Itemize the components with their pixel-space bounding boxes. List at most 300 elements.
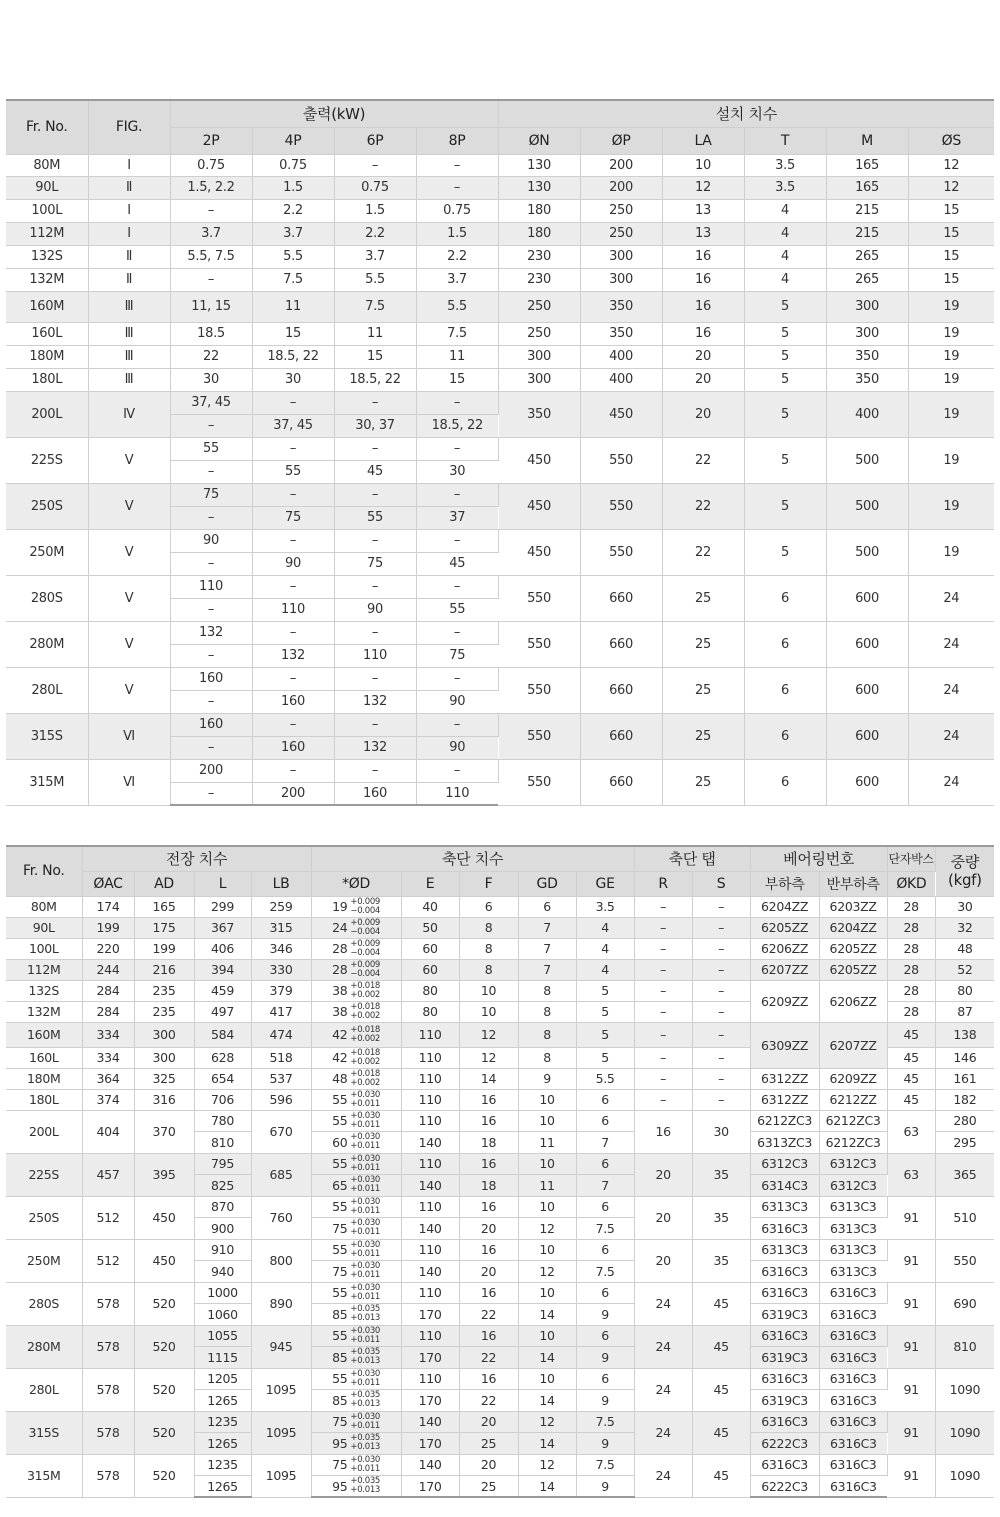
- shaft-diameter-value: 24: [332, 920, 348, 935]
- frame-cell: 160M: [6, 291, 88, 322]
- fig-cell: Ⅵ: [88, 759, 170, 805]
- kd-cell: 91: [887, 1368, 935, 1411]
- tolerance-lower: +0.013: [350, 1442, 381, 1453]
- header-install: 설치 치수: [498, 100, 994, 127]
- dim-cell: 19: [908, 368, 994, 391]
- frame-cell: 132S: [6, 980, 82, 1001]
- dim-cell: 400: [580, 345, 662, 368]
- tolerance-upper: +0.018: [350, 1024, 381, 1035]
- output-cell: 55: [170, 437, 252, 460]
- dim-cell: 350: [826, 368, 908, 391]
- dim-cell: 19: [908, 291, 994, 322]
- e-cell: 170: [401, 1433, 459, 1455]
- lb-cell: 670: [251, 1110, 311, 1153]
- tap-s-cell: 35: [692, 1239, 750, 1282]
- dim-cell: 230: [498, 245, 580, 268]
- output-cell: 3.7: [334, 245, 416, 268]
- lb-cell: 1095: [251, 1368, 311, 1411]
- table-row: [6, 1110, 994, 1132]
- tap-r-cell: 24: [634, 1325, 692, 1368]
- dim-cell: 20: [662, 345, 744, 368]
- dim-cell: 230: [498, 268, 580, 291]
- weight-cell: 280: [935, 1110, 994, 1132]
- output-cell: 30, 37: [334, 414, 416, 437]
- tolerance-lower: +0.011: [350, 1420, 381, 1431]
- gd-cell: 8: [518, 1022, 576, 1047]
- ad-cell: 520: [134, 1411, 194, 1454]
- table-row: [6, 245, 994, 268]
- bearing-nonload-cell: 6316C3: [819, 1325, 887, 1347]
- f-cell: 8: [459, 917, 518, 938]
- kd-cell: 28: [887, 917, 935, 938]
- table-row: [6, 268, 994, 291]
- tolerance: [350, 1091, 380, 1109]
- f-cell: 16: [459, 1089, 518, 1110]
- shaft-diameter-value: 60: [332, 1134, 348, 1150]
- tolerance-upper: +0.009: [350, 917, 381, 928]
- frame-cell: 180M: [6, 1068, 82, 1089]
- bearing-load-cell: 6313C3: [750, 1196, 819, 1218]
- output-cell: –: [252, 667, 334, 690]
- dim-cell: 20: [662, 368, 744, 391]
- output-cell: –: [170, 690, 252, 713]
- ac-cell: 512: [82, 1239, 134, 1282]
- f-cell: 16: [459, 1153, 518, 1175]
- tap-r-cell: 24: [634, 1368, 692, 1411]
- kd-cell: 63: [887, 1110, 935, 1153]
- l-cell: 497: [194, 1001, 251, 1022]
- dim-cell: 16: [662, 291, 744, 322]
- header-pole: 6P: [334, 127, 416, 154]
- output-cell: –: [170, 782, 252, 805]
- weight-cell: 161: [935, 1068, 994, 1089]
- ge-cell: 7.5: [576, 1261, 634, 1283]
- f-cell: 18: [459, 1132, 518, 1154]
- dim-cell: 22: [662, 483, 744, 529]
- dim-cell: 24: [908, 713, 994, 759]
- dim-cell: 15: [908, 268, 994, 291]
- dim-cell: 6: [744, 667, 826, 713]
- dim-cell: 5: [744, 483, 826, 529]
- dim-cell: 12: [662, 176, 744, 199]
- output-cell: –: [416, 759, 498, 782]
- tolerance-upper: +0.035: [350, 1476, 381, 1486]
- ac-cell: 284: [82, 980, 134, 1001]
- lb-cell: 1095: [251, 1454, 311, 1497]
- weight-cell: 138: [935, 1022, 994, 1047]
- output-cell: –: [416, 437, 498, 460]
- bearing-load-cell: 6205ZZ: [750, 917, 819, 938]
- output-cell: 7.5: [252, 268, 334, 291]
- output-cell: –: [252, 713, 334, 736]
- fig-cell: Ⅱ: [88, 268, 170, 291]
- shaft-diameter-value: 75: [332, 1220, 348, 1236]
- tolerance-lower: +0.011: [350, 1270, 381, 1281]
- e-cell: 110: [401, 1047, 459, 1068]
- gd-cell: 14: [518, 1433, 576, 1455]
- table-row: [6, 575, 994, 598]
- bearing-load-cell: 6206ZZ: [750, 938, 819, 959]
- output-cell: 3.7: [170, 222, 252, 245]
- output-cell: 75: [252, 506, 334, 529]
- shaft-diameter-value: 55: [332, 1242, 348, 1258]
- fig-cell: Ⅰ: [88, 222, 170, 245]
- output-cell: 7.5: [416, 322, 498, 345]
- dim-cell: 22: [662, 437, 744, 483]
- shaft-diameter-cell: [311, 959, 401, 980]
- shaft-diameter-cell: [311, 1047, 401, 1068]
- fig-cell: Ⅲ: [88, 368, 170, 391]
- ad-cell: 165: [134, 896, 194, 917]
- shaft-diameter-value: 75: [332, 1457, 348, 1473]
- output-cell: –: [252, 391, 334, 414]
- kd-cell: 91: [887, 1282, 935, 1325]
- ad-cell: 325: [134, 1068, 194, 1089]
- ge-cell: 9: [576, 1476, 634, 1498]
- shaft-diameter-value: 75: [332, 1263, 348, 1279]
- lb-cell: 800: [251, 1239, 311, 1282]
- output-cell: 18.5, 22: [416, 414, 498, 437]
- dim-cell: 300: [580, 245, 662, 268]
- table-row: [6, 621, 994, 644]
- frame-cell: 280M: [6, 1325, 82, 1368]
- dim-cell: 400: [580, 368, 662, 391]
- lb-cell: 945: [251, 1325, 311, 1368]
- table-row: [6, 1068, 994, 1089]
- fig-cell: Ⅴ: [88, 529, 170, 575]
- dim-cell: 400: [826, 391, 908, 437]
- output-cell: –: [416, 154, 498, 176]
- f-cell: 10: [459, 1001, 518, 1022]
- bearing-load-cell: 6313C3: [750, 1239, 819, 1261]
- shaft-diameter-value: 95: [332, 1478, 348, 1494]
- ad-cell: 395: [134, 1153, 194, 1196]
- tap-s-cell: 35: [692, 1153, 750, 1196]
- tolerance-lower: +0.013: [350, 1485, 381, 1495]
- weight-label: 중량: [950, 853, 980, 872]
- frame-cell: 280S: [6, 1282, 82, 1325]
- tolerance-lower: +0.011: [350, 1162, 381, 1173]
- tolerance-upper: +0.030: [350, 1282, 381, 1293]
- ac-cell: 364: [82, 1068, 134, 1089]
- output-cell: 75: [416, 644, 498, 667]
- gd-cell: 7: [518, 917, 576, 938]
- ge-cell: 7.5: [576, 1454, 634, 1476]
- tolerance-upper: +0.030: [350, 1368, 381, 1379]
- output-cell: –: [170, 598, 252, 621]
- e-cell: 110: [401, 1068, 459, 1089]
- tolerance-upper: +0.030: [350, 1132, 381, 1143]
- ge-cell: 6: [576, 1282, 634, 1304]
- tolerance: [350, 982, 380, 1000]
- frame-cell: 80M: [6, 896, 82, 917]
- tolerance-lower: +0.011: [350, 1205, 381, 1216]
- frame-cell: 200L: [6, 391, 88, 437]
- output-cell: 55: [334, 506, 416, 529]
- shaft-diameter-value: 42: [332, 1050, 348, 1065]
- dim-cell: 5: [744, 437, 826, 483]
- tolerance-upper: +0.018: [350, 1068, 381, 1079]
- table-row: [6, 391, 994, 414]
- dim-cell: 10: [662, 154, 744, 176]
- bearing-nonload-cell: 6313C3: [819, 1261, 887, 1283]
- dim-cell: 13: [662, 222, 744, 245]
- l-cell: 394: [194, 959, 251, 980]
- tap-s-cell: 35: [692, 1196, 750, 1239]
- output-cell: 2.2: [334, 222, 416, 245]
- output-cell: –: [334, 437, 416, 460]
- f-cell: 12: [459, 1047, 518, 1068]
- dim-cell: 165: [826, 154, 908, 176]
- dim-cell: 5: [744, 391, 826, 437]
- output-cell: 3.7: [252, 222, 334, 245]
- e-cell: 110: [401, 1325, 459, 1347]
- header-col: AD: [134, 871, 194, 896]
- output-cell: 90: [334, 598, 416, 621]
- dim-cell: 250: [580, 199, 662, 222]
- bearing-nonload-cell: 6212ZC3: [819, 1132, 887, 1154]
- bearing-load-cell: 6316C3: [750, 1218, 819, 1240]
- table-row: [6, 1153, 994, 1175]
- bearing-load-cell: 6316C3: [750, 1261, 819, 1283]
- tolerance-lower: +0.002: [350, 1056, 381, 1067]
- dim-cell: 200: [580, 176, 662, 199]
- dim-cell: 19: [908, 322, 994, 345]
- dim-cell: 24: [908, 759, 994, 805]
- tolerance-lower: −0.004: [350, 947, 381, 958]
- output-cell: –: [416, 575, 498, 598]
- weight-unit: (kgf): [948, 871, 982, 890]
- fig-cell: Ⅰ: [88, 199, 170, 222]
- l-cell: 299: [194, 896, 251, 917]
- shaft-diameter-cell: [311, 1022, 401, 1047]
- tolerance: [350, 1155, 380, 1173]
- tolerance: [350, 1305, 380, 1323]
- tap-r-cell: 24: [634, 1411, 692, 1454]
- output-cell: 90: [170, 529, 252, 552]
- table-row: [6, 1454, 994, 1476]
- dim-cell: 300: [580, 268, 662, 291]
- output-cell: –: [416, 667, 498, 690]
- output-cell: 160: [252, 690, 334, 713]
- frame-cell: 315M: [6, 1454, 82, 1497]
- tap-s-cell: –: [692, 1068, 750, 1089]
- output-cell: –: [170, 199, 252, 222]
- weight-cell: 295: [935, 1132, 994, 1154]
- lb-cell: 346: [251, 938, 311, 959]
- dim-cell: 15: [908, 245, 994, 268]
- lb-cell: 1095: [251, 1411, 311, 1454]
- tap-s-cell: –: [692, 1089, 750, 1110]
- header-col: S: [692, 871, 750, 896]
- output-cell: 2.2: [416, 245, 498, 268]
- gd-cell: 10: [518, 1153, 576, 1175]
- bearing-load-cell: 6316C3: [750, 1282, 819, 1304]
- table-row: [6, 667, 994, 690]
- table-row: [6, 291, 994, 322]
- output-cell: 110: [252, 598, 334, 621]
- tolerance-upper: +0.009: [350, 938, 381, 949]
- weight-cell: 550: [935, 1239, 994, 1282]
- e-cell: 140: [401, 1132, 459, 1154]
- ad-cell: 520: [134, 1368, 194, 1411]
- bearing-load-cell: 6316C3: [750, 1368, 819, 1390]
- tolerance: [350, 1176, 380, 1194]
- output-cell: 1.5: [416, 222, 498, 245]
- ad-cell: 450: [134, 1239, 194, 1282]
- header-col: *ØD: [311, 871, 401, 896]
- shaft-diameter-cell: [311, 1411, 401, 1433]
- shaft-diameter-value: 38: [332, 1004, 348, 1019]
- ac-cell: 334: [82, 1022, 134, 1047]
- lb-cell: 330: [251, 959, 311, 980]
- dim-cell: 600: [826, 713, 908, 759]
- bearing-nonload-cell: 6316C3: [819, 1454, 887, 1476]
- bearing-nonload-cell: 6316C3: [819, 1304, 887, 1326]
- tolerance-upper: +0.035: [350, 1304, 381, 1315]
- ge-cell: 4: [576, 959, 634, 980]
- output-cell: 132: [170, 621, 252, 644]
- tolerance-upper: +0.030: [350, 1196, 381, 1207]
- shaft-diameter-value: 85: [332, 1306, 348, 1322]
- bearing-load-cell: 6309ZZ: [750, 1022, 819, 1068]
- tolerance-upper: +0.030: [350, 1089, 381, 1100]
- ac-cell: 199: [82, 917, 134, 938]
- shaft-diameter-value: 42: [332, 1027, 348, 1042]
- output-cell: –: [170, 460, 252, 483]
- header-frame: Fr. No.: [6, 846, 82, 896]
- table-row: [6, 1239, 994, 1261]
- tolerance-upper: +0.030: [350, 1454, 381, 1465]
- bearing-nonload-cell: 6207ZZ: [819, 1022, 887, 1068]
- dim-cell: 660: [580, 713, 662, 759]
- tolerance-upper: +0.030: [350, 1175, 381, 1186]
- lb-cell: 474: [251, 1022, 311, 1047]
- shaft-diameter-value: 75: [332, 1414, 348, 1430]
- gd-cell: 8: [518, 980, 576, 1001]
- weight-cell: 810: [935, 1325, 994, 1368]
- frame-cell: 280L: [6, 1368, 82, 1411]
- frame-cell: 280S: [6, 575, 88, 621]
- tolerance: [350, 1370, 380, 1388]
- kd-cell: 28: [887, 938, 935, 959]
- output-cell: 11: [252, 291, 334, 322]
- header-col: L: [194, 871, 251, 896]
- dim-cell: 25: [662, 621, 744, 667]
- e-cell: 110: [401, 1239, 459, 1261]
- lb-cell: 760: [251, 1196, 311, 1239]
- tap-s-cell: –: [692, 1001, 750, 1022]
- tolerance-lower: +0.013: [350, 1313, 381, 1324]
- header-col: ØKD: [887, 871, 935, 896]
- lb-cell: 315: [251, 917, 311, 938]
- bearing-load-cell: 6319C3: [750, 1347, 819, 1369]
- tolerance-lower: +0.013: [350, 1399, 381, 1410]
- output-cell: 11: [334, 322, 416, 345]
- tap-r-cell: 20: [634, 1239, 692, 1282]
- tap-s-cell: –: [692, 896, 750, 917]
- weight-cell: 182: [935, 1089, 994, 1110]
- table-row: [6, 1368, 994, 1390]
- header-frame: Fr. No.: [6, 100, 88, 154]
- shaft-diameter-value: 55: [332, 1328, 348, 1344]
- tolerance: [350, 1241, 380, 1259]
- f-cell: 25: [459, 1476, 518, 1498]
- output-cell: –: [252, 529, 334, 552]
- header-col: GD: [518, 871, 576, 896]
- dim-cell: 6: [744, 621, 826, 667]
- tolerance-upper: +0.009: [350, 959, 381, 970]
- table-row: [6, 1022, 994, 1047]
- ad-cell: 520: [134, 1325, 194, 1368]
- dim-cell: 180: [498, 222, 580, 245]
- shaft-diameter-cell: [311, 1454, 401, 1476]
- frame-cell: 112M: [6, 222, 88, 245]
- ge-cell: 7.5: [576, 1218, 634, 1240]
- kd-cell: 28: [887, 1001, 935, 1022]
- bearing-nonload-cell: 6316C3: [819, 1282, 887, 1304]
- fig-cell: Ⅴ: [88, 575, 170, 621]
- output-cell: 5.5: [334, 268, 416, 291]
- header-dim: T: [744, 127, 826, 154]
- dim-cell: 200: [580, 154, 662, 176]
- bearing-nonload-cell: 6203ZZ: [819, 896, 887, 917]
- tolerance: [350, 1327, 380, 1345]
- dim-cell: 12: [908, 176, 994, 199]
- output-cell: 18.5: [170, 322, 252, 345]
- tolerance-lower: −0.004: [350, 926, 381, 937]
- e-cell: 140: [401, 1175, 459, 1197]
- bearing-load-cell: 6316C3: [750, 1411, 819, 1433]
- table-row: [6, 437, 994, 460]
- l-cell: 780: [194, 1110, 251, 1132]
- tolerance-upper: +0.035: [350, 1433, 381, 1444]
- shaft-diameter-cell: [311, 1089, 401, 1110]
- dim-cell: 215: [826, 199, 908, 222]
- dim-cell: 600: [826, 575, 908, 621]
- shaft-diameter-value: 55: [332, 1285, 348, 1301]
- e-cell: 140: [401, 1261, 459, 1283]
- shaft-diameter-cell: [311, 1218, 401, 1240]
- f-cell: 8: [459, 959, 518, 980]
- dim-cell: 25: [662, 713, 744, 759]
- fig-cell: Ⅱ: [88, 245, 170, 268]
- weight-cell: 32: [935, 917, 994, 938]
- tolerance-upper: +0.030: [350, 1110, 381, 1121]
- frame-cell: 100L: [6, 938, 82, 959]
- tolerance: [350, 1219, 380, 1237]
- e-cell: 60: [401, 959, 459, 980]
- dim-cell: 3.5: [744, 176, 826, 199]
- frame-cell: 280L: [6, 667, 88, 713]
- header-weight: [935, 846, 994, 896]
- table-row: [6, 222, 994, 245]
- l-cell: 1265: [194, 1390, 251, 1412]
- bearing-nonload-cell: 6316C3: [819, 1347, 887, 1369]
- frame-cell: 80M: [6, 154, 88, 176]
- shaft-diameter-cell: [311, 896, 401, 917]
- output-cell: 0.75: [252, 154, 334, 176]
- output-cell: 200: [170, 759, 252, 782]
- e-cell: 110: [401, 1089, 459, 1110]
- output-cell: 15: [334, 345, 416, 368]
- tolerance-lower: +0.002: [350, 1010, 381, 1021]
- dim-cell: 5: [744, 368, 826, 391]
- ac-cell: 578: [82, 1454, 134, 1497]
- output-cell: 160: [170, 667, 252, 690]
- dim-cell: 4: [744, 199, 826, 222]
- tap-r-cell: –: [634, 1068, 692, 1089]
